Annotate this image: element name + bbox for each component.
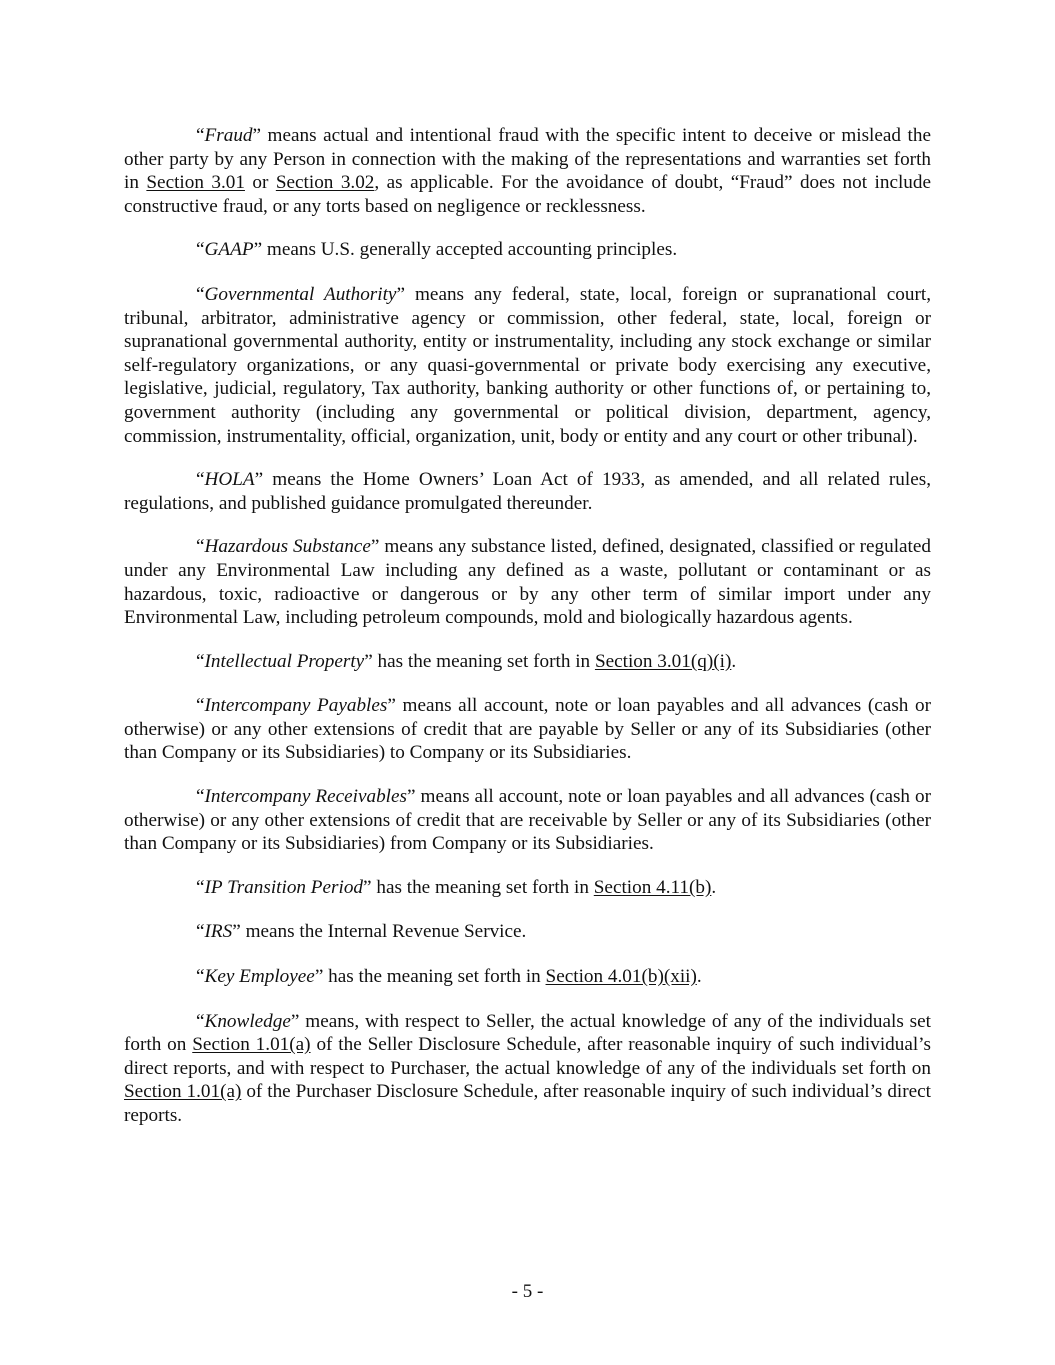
defined-term: Hazardous Substance <box>204 536 371 558</box>
definition-text: means any federal, state, local, foreign or supranational court, tribunal, arbitrator, administrative agency or commission, other federal, state, local, foreign or supranational governmental authority, entity or instrumentality, including any stock exchange or similar self-regulatory organizations, or any quasi-governmental or private body exercising any executive, legislative, judicial, regulatory, Tax authority, banking authority or other functions of, or pertaining to, government authority (including any governmental or political division, department, agency, commission, instrumentality, official, organization, unit, body or entity and any court or other tribunal). <box>124 283 931 447</box>
definition-knowledge: “Knowledge” means, with respect to Seller, the actual knowledge of any of the individuals set forth on Section 1.01(a) of the Seller Disclosure Schedule, after reasonable inquiry of such individual’s direct reports, and with respect to Purchaser, the actual knowledge of any of the individuals set forth on Section 1.01(a) of the Purchaser Disclosure Schedule, after reasonable inquiry of such individual’s direct reports. <box>124 1010 931 1126</box>
definition-text: has the meaning set forth in <box>371 876 594 898</box>
definition-fraud: “Fraud” means actual and intentional fraud with the specific intent to deceive or mislead the other party by any Person in connection with the making of the representations and warranties set forth in Section 3.01 or Section 3.02, as applicable. For the avoidance of doubt, “Fraud” does not include constructive fraud, or any torts based on negligence or recklessness. <box>124 125 931 217</box>
definition-text: means, with respect to Seller, the actual knowledge of any of the individuals set forth on <box>124 1010 931 1056</box>
definition-intercompany-receivables: “Intercompany Receivables” means all account, note or loan payables and all advances (cash or otherwise) or any other extensions of credit that are receivable by Seller or any of its Subsidiaries (other than Company or its Subsidiaries) from Company or its Subsidiaries. <box>124 786 931 855</box>
section-reference[interactable]: Section 3.02 <box>275 172 375 194</box>
defined-term: Governmental Authority <box>204 283 397 305</box>
defined-term: Intercompany Receivables <box>204 786 407 808</box>
definition-ip-transition-period: “IP Transition Period” has the meaning set forth in Section 4.11(b). <box>196 876 717 898</box>
section-reference[interactable]: Section 3.01 <box>146 172 245 194</box>
section-reference[interactable]: Section 1.01(a) <box>124 1081 242 1103</box>
definition-text: , as applicable. For the avoidance of doubt, “Fraud” does not include constructive fraud, or any torts based on negligence or recklessness. <box>124 172 931 217</box>
definition-text: or <box>244 172 276 194</box>
defined-term: GAAP <box>204 239 254 261</box>
defined-term: Intercompany Payables <box>204 695 388 717</box>
definition-text: means U.S. generally accepted accounting principles. <box>262 239 678 261</box>
definition-text: of the Seller Disclosure Schedule, after reasonable inquiry of such individual’s direct reports, and with respect to Purchaser, the actual knowledge of any of the individuals set forth on <box>124 1034 931 1079</box>
definition-text: means the Home Owners’ Loan Act of 1933, as amended, and all related rules, regulations, and published guidance promulgated thereunder. <box>124 469 931 514</box>
defined-term: IRS <box>204 921 233 943</box>
definition-hazardous-substance: “Hazardous Substance” means any substance listed, defined, designated, classified or regulated under any Environmental Law including any defined as a waste, pollutant or contaminant or as hazardous, toxic, radioactive or dangerous or by any other term of similar import under any Environmental Law, including petroleum compounds, mold and biologically hazardous agents. <box>124 536 931 629</box>
definition-intellectual-property: “Intellectual Property” has the meaning set forth in Section 3.01(q)(i). <box>196 650 737 672</box>
definition-governmental-authority: “Governmental Authority” means any federal, state, local, foreign or supranational court, tribunal, arbitrator, administrative agency or commission, other federal, state, local, foreign or supranational governmental authority, entity or instrumentality, including any stock exchange or similar self-regulatory organizations, or any quasi-governmental or private body exercising any executive, legislative, judicial, regulatory, Tax authority, banking authority or other functions of, or pertaining to, government authority (including any governmental or political division, department, agency, commission, instrumentality, official, organization, unit, body or entity and any court or other tribunal). <box>124 283 931 447</box>
definition-key-employee: “Key Employee” has the meaning set forth in Section 4.01(b)(xii). <box>196 966 702 988</box>
definition-text: means all account, note or loan payables and all advances (cash or otherwise) or any other extensions of credit that are receivable by Seller or any of its Subsidiaries (other than Company or its Subsidiaries) from Company or its Subsidiaries. <box>124 786 931 855</box>
definition-text: . <box>696 966 702 988</box>
section-reference[interactable]: Section 4.01(b)(xii) <box>545 966 697 988</box>
definitions-body <box>124 124 931 1148</box>
definition-text: . <box>731 650 737 672</box>
definition-text: of the Purchaser Disclosure Schedule, after reasonable inquiry of such individual’s direct reports. <box>124 1081 931 1126</box>
defined-term: Intellectual Property <box>204 650 365 672</box>
section-reference[interactable]: Section 1.01(a) <box>192 1034 311 1056</box>
definition-irs: “IRS” means the Internal Revenue Service. <box>196 921 527 943</box>
definition-text: . <box>711 876 717 898</box>
section-reference[interactable]: Section 4.11(b) <box>593 876 712 898</box>
defined-term: HOLA <box>204 469 255 491</box>
definition-text: has the meaning set forth in <box>323 966 546 988</box>
definition-text: means the Internal Revenue Service. <box>240 921 527 943</box>
defined-term: Key Employee <box>204 966 315 988</box>
defined-term: Knowledge <box>204 1010 291 1032</box>
definition-text: has the meaning set forth in <box>372 650 595 672</box>
definition-text: means actual and intentional fraud with the specific intent to deceive or mislead the other party by any Person in connection with the making of the representations and warranties set forth in <box>124 125 931 194</box>
page-number: - 5 - <box>511 1281 544 1302</box>
definition-hola: “HOLA” means the Home Owners’ Loan Act of 1933, as amended, and all related rules, regulations, and published guidance promulgated thereunder. <box>124 469 931 514</box>
defined-term: Fraud <box>204 125 253 146</box>
definition-gaap: “GAAP” means U.S. generally accepted accounting principles. <box>196 239 678 261</box>
definition-text: means any substance listed, defined, designated, classified or regulated under any Environmental Law including any defined as a waste, pollutant or contaminant or as hazardous, toxic, radioactive or dangerous or by any other term of similar import under any Environmental Law, including petroleum compounds, mold and biologically hazardous agents. <box>124 536 931 629</box>
definition-text: means all account, note or loan payables and all advances (cash or otherwise) or any other extensions of credit that are payable by Seller or any of its Subsidiaries (other than Company or its Subsidiaries) to Company or its Subsidiaries. <box>124 695 932 764</box>
defined-term: IP Transition Period <box>204 876 364 898</box>
section-reference[interactable]: Section 3.01(q)(i) <box>594 650 732 672</box>
definition-intercompany-payables: “Intercompany Payables” means all account, note or loan payables and all advances (cash or otherwise) or any other extensions of credit that are payable by Seller or any of its Subsidiaries (other than Company or its Subsidiaries) to Company or its Subsidiaries. <box>124 695 932 764</box>
